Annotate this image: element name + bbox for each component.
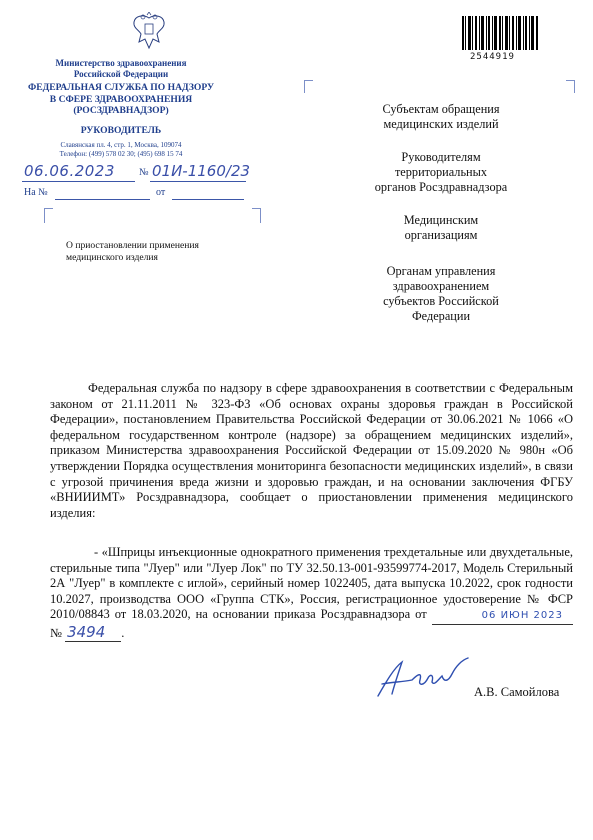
doc-date-line	[22, 181, 135, 182]
doc-date: 06.06.2023	[24, 162, 115, 180]
recipient-bracket-left	[304, 80, 313, 93]
doc-number: 01И-1160/23	[152, 162, 251, 180]
doc-number-label: №	[139, 167, 149, 178]
coat-of-arms-icon	[131, 12, 167, 52]
recipient-3	[330, 213, 552, 243]
address: Славянская пл. 4, стр. 1, Москва, 109074	[60, 141, 182, 149]
recipient-2	[330, 150, 552, 195]
recipient-4-line-4: Федерации	[411, 309, 471, 323]
ministry-name	[10, 58, 232, 79]
signatory-name: А.В. Самойлова	[474, 685, 560, 699]
ref-label: На №	[24, 187, 48, 198]
subject-line-1: О приостановлении применения	[66, 240, 199, 251]
order-end: .	[121, 625, 125, 640]
recipient-3-line-1: Медицинским	[403, 213, 479, 227]
recipient-4	[330, 264, 552, 324]
recipient-3-line-2: организациям	[404, 228, 478, 242]
order-number: 3494	[65, 623, 121, 642]
recipient-1-line-1: Субъектам обращения	[382, 102, 500, 116]
subject	[66, 240, 199, 264]
bracket-right-top	[252, 208, 261, 223]
ministry-line-1: Министерство здравоохранения	[55, 58, 187, 68]
recipient-1-line-2: медицинских изделий	[383, 117, 499, 131]
recipient-4-line-2: здравоохранением	[392, 279, 490, 293]
bracket-left-top	[44, 208, 53, 223]
handwritten-signature	[372, 652, 472, 702]
ref-from-label: от	[156, 187, 166, 198]
recipient-2-line-2: территориальных	[394, 165, 488, 179]
service-line-3: (РОСЗДРАВНАДЗОР)	[73, 105, 169, 116]
recipient-2-line-1: Руководителям	[401, 150, 481, 164]
recipient-4-line-1: Органам управления	[386, 264, 496, 278]
service-line-1: ФЕДЕРАЛЬНАЯ СЛУЖБА ПО НАДЗОРУ	[27, 82, 215, 93]
service-name	[10, 82, 232, 117]
order-number-label: №	[50, 625, 62, 640]
barcode-number: 2544919	[470, 52, 515, 62]
barcode	[462, 16, 538, 50]
body-paragraph-2-text: - «Шприцы инъекционные однократного применения трехдетальные или двухдетальные, стерильные типа "Луер" или "Луер Лок" по ТУ 32.50.13-001-93599774-2017, Модель Стерильный 2А "Луер" в комплекте с иглой», серийный номер 1022405, дата выпуска 10.2022, срок годности 10.2027, производства ООО «Группа СТК», Россия, регистрационное удостоверение № ФСР 2010/08843 от 18.03.2020, на основании приказа Росздравнадзора от	[50, 545, 573, 622]
service-line-2: В СФЕРЕ ЗДРАВООХРАНЕНИЯ	[49, 93, 193, 105]
doc-number-line	[150, 181, 246, 182]
recipient-4-line-3: субъектов Российской	[383, 294, 499, 308]
body-paragraph-2	[50, 545, 573, 642]
ministry-line-2: Российской Федерации	[73, 68, 169, 79]
recipient-bracket-right	[566, 80, 575, 93]
body-paragraph-1: Федеральная служба по надзору в сфере здравоохранения в соответствии с Федеральным законом от 21.11.2011 № 323-ФЗ «Об основах охраны здоровья граждан в Российской Федерации», постановлением Правительства Российской Федерации от 30.06.2021 № 1066 «О федеральном государственном контроле (надзоре) за обращением медицинских изделий», приказом Министерства здравоохранения Российской Федерации от 15.09.2020 № 980н «Об утверждении Порядка осуществления мониторинга безопасности медицинских изделий», в связи с угрозой причинения вреда жизни и здоровью граждан, и на основании заключения ФГБУ «ВНИИИМТ» Росздравнадзора, сообщает о приостановлении применения медицинского изделия:	[50, 381, 573, 520]
recipient-1	[330, 102, 552, 132]
subject-line-2: медицинского изделия	[66, 252, 158, 263]
ref-number-line	[55, 199, 150, 200]
head-title: РУКОВОДИТЕЛЬ	[80, 125, 162, 136]
recipient-2-line-3: органов Росздравнадзора	[374, 180, 508, 194]
phone: Телефон: (499) 578 02 30; (495) 698 15 74	[59, 150, 183, 158]
ref-date-line	[172, 199, 244, 200]
order-date-stamp: 06 ИЮН 2023	[432, 608, 573, 625]
